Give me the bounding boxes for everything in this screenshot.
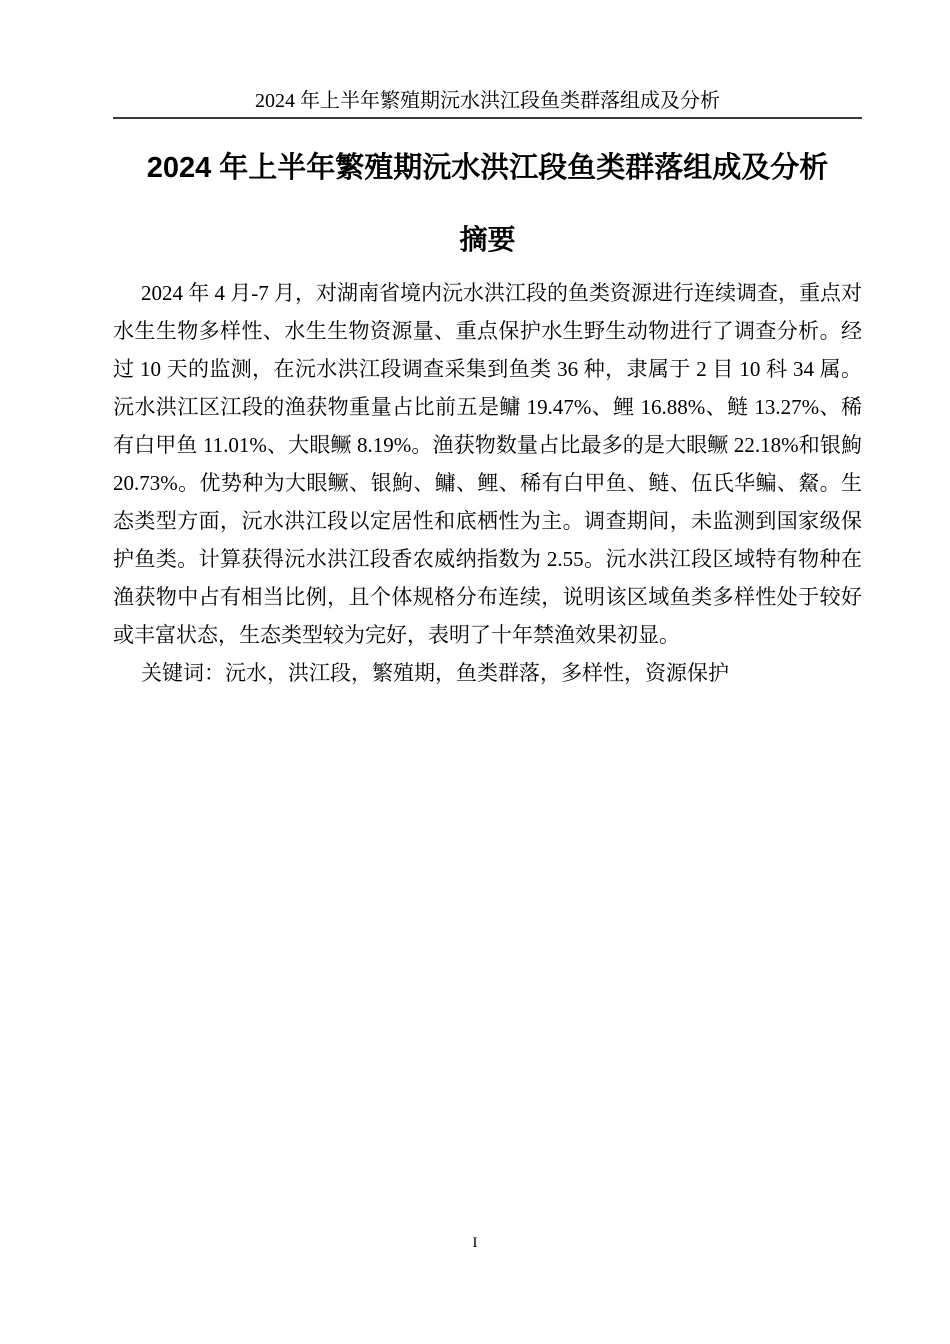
page-number: I <box>472 1235 478 1251</box>
keywords-line <box>113 654 862 692</box>
abstract-heading: 摘要 <box>459 224 516 255</box>
page-content <box>113 0 862 1344</box>
keywords-label: 关键词： <box>141 661 225 685</box>
document-title: 2024 年上半年繁殖期沅水洪江段鱼类群落组成及分析 <box>146 152 829 184</box>
running-header-title: 2024 年上半年繁殖期沅水洪江段鱼类群落组成及分析 <box>255 90 720 112</box>
abstract-paragraph: 2024 年 4 月-7 月，对湖南省境内沅水洪江段的鱼类资源进行连续调查，重点对水生生物多样性、水生生物资源量、重点保护水生野生动物进行了调查分析。经过 10 天的监测，在沅水洪江段调查采集到鱼类 36 种，隶属于 2 目 10 科 34 属。沅水洪江区江段的渔获物重量占比前五是鳙 19.47%、鲤 16.88%、鲢 13.27%、稀有白甲鱼 11.01%、大眼鳜 8.19%。渔获物数量占比最多的是大眼鳜 22.18%和银鮈 20.73%。优势种为大眼鳜、银鮈、鳙、鲤、稀有白甲鱼、鲢、伍氏华鳊、䱗。生态类型方面，沅水洪江段以定居性和底栖性为主。调查期间，未监测到国家级保护鱼类。计算获得沅水洪江段香农威纳指数为 2.55。沅水洪江段区域特有物种在渔获物中占有相当比例，且个体规格分布连续，说明该区域鱼类多样性处于较好或丰富状态，生态类型较为完好，表明了十年禁渔效果初显。 <box>113 281 862 647</box>
keywords-text: 沅水，洪江段，繁殖期，鱼类群落，多样性，资源保护 <box>225 661 729 685</box>
running-header <box>113 88 862 119</box>
